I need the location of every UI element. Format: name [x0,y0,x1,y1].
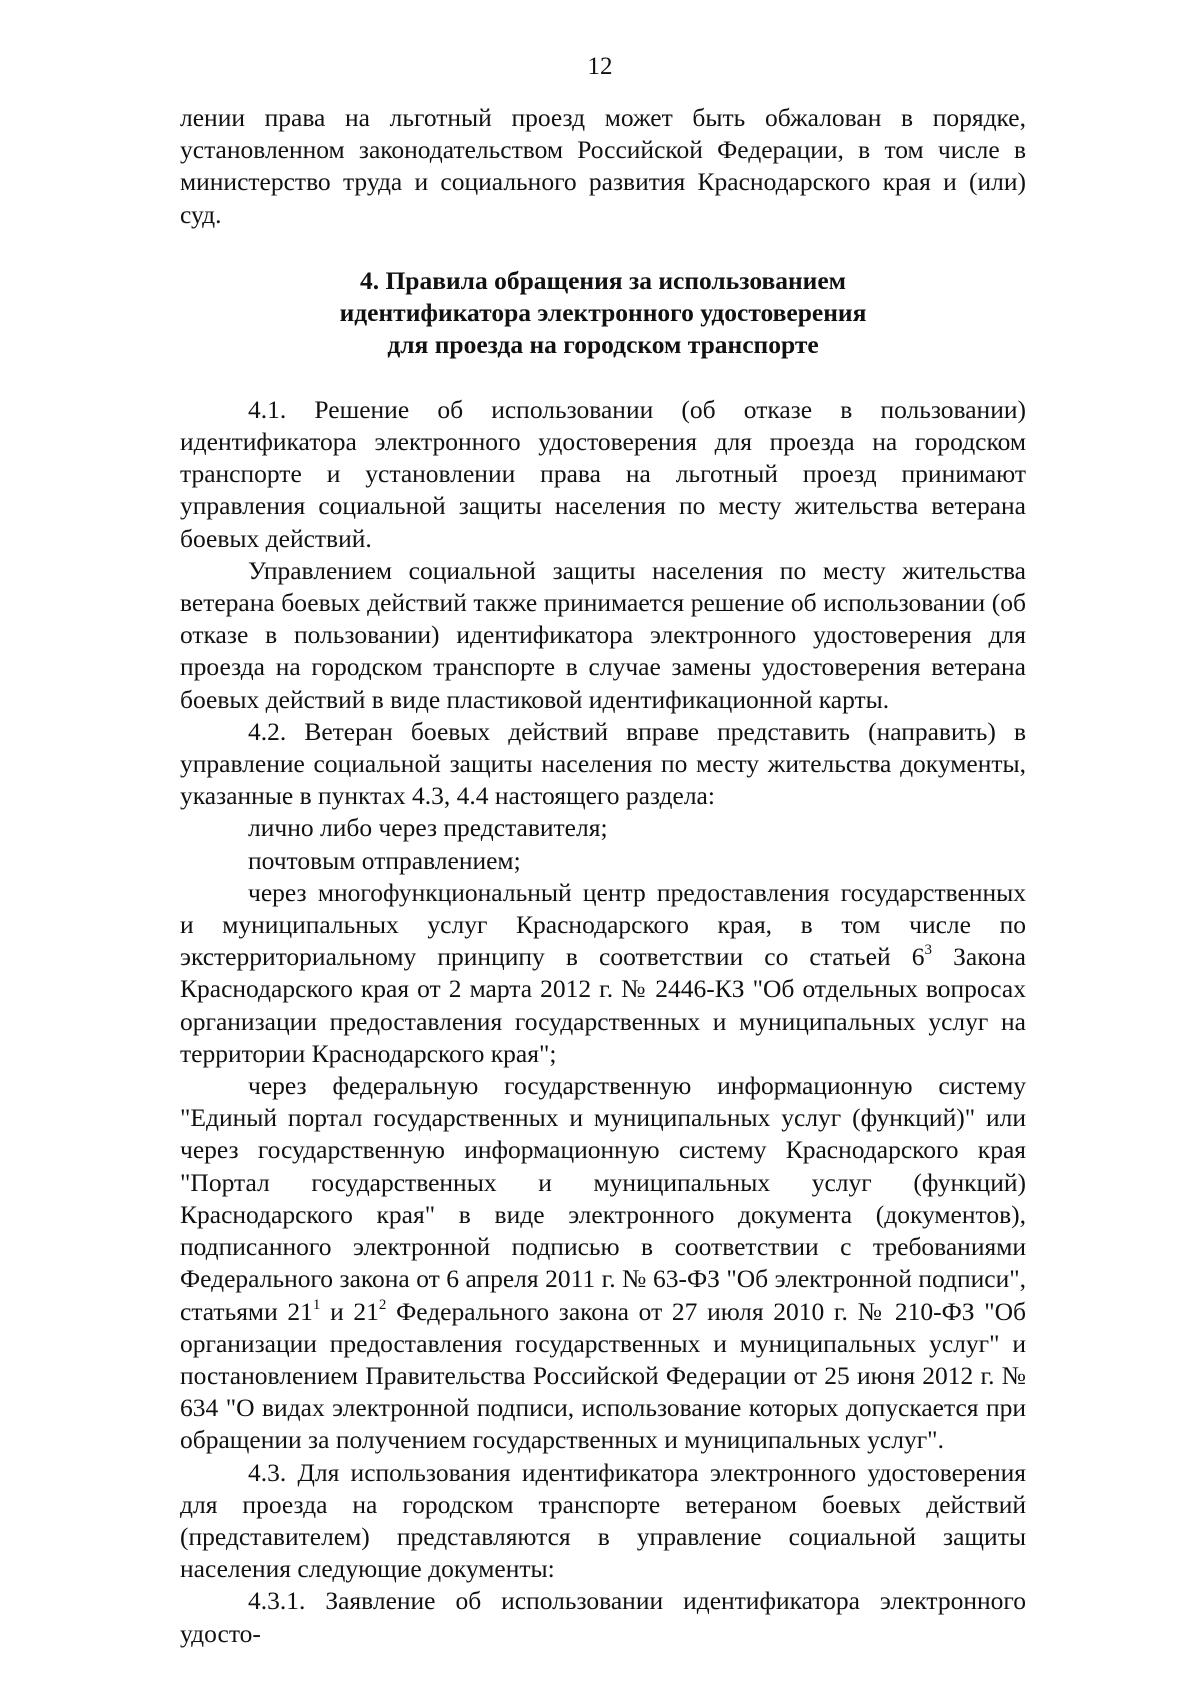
portal-superscript-2: 2 [378,1296,387,1313]
paragraph-4-3-1: 4.3.1. Заявление об использовании идентификатора электронного удосто- [180,1586,1026,1648]
mfc-text-b: Закона Краснодарского края от 2 марта 2012 г. № 2446-КЗ "Об отдельных вопросах организации предоставления государственных и муниципальных услуг на территории Краснодарского края"; [180,942,1027,1068]
portal-text-a: через федеральную государственную информационную систему "Единый портал государственных и муниципальных услуг (функций)" или через государственную информационную систему Краснодарского края "Портал государственных и муниципальных услуг (функций) Краснодарского края" в виде электронного документа (документов), подписанного электронной подписью в соответствии с требованиями Федерального закона от 6 апреля 2011 г. № 63-ФЗ "Об электронной подписи", статьями 21 [180,1071,1026,1326]
paragraph-4-1-b: Управлением социальной защиты населения по месту жительства ветерана боевых действий также принимается решение об использовании (об отказе в пользовании) идентификатора электронного удостоверения для проезда на городском транспорте в случае замены удостоверения ветерана боевых действий в виде пластиковой идентификационной карты. [180,555,1026,714]
submission-way-portal [180,1070,1026,1456]
portal-superscript-1: 1 [312,1296,321,1313]
heading-line-1: 4. Правила обращения за использованием [359,265,847,295]
intro-paragraph: лении права на льготный проезд может быть обжалован в порядке, установленном законодательством Российской Федерации, в том числе в министерство труда и социального развития Краснодарского края и (или) суд. [180,103,1026,229]
heading-line-2: идентификатора электронного удостоверения [339,297,867,327]
portal-text-c: Федерального закона от 27 июля 2010 г. № 210-ФЗ "Об организации предоставления государственных и муниципальных услуг" и постановлением Правительства Российской Федерации от 25 июня 2012 г. № 634 "О видах электронной подписи, использование которых допускается при обращении за получением государственных и муниципальных услуг". [180,1296,1027,1455]
paragraph-4-1: 4.1. Решение об использовании (об отказе в пользовании) идентификатора электронного удостоверения для проезда на городском транспорте и установлении права на льготный проезд принимают управления социальной защиты населения по месту жительства ветерана боевых действий. [180,394,1026,553]
mfc-text-a: через многофункциональный центр предоставления государственных и муниципальных услуг Краснодарского края, в том числе по экстерриториальному принципу в соответствии со статьей 6 [180,877,1026,972]
page-number: 12 [587,53,613,80]
document-body [180,102,1026,1650]
paragraph-4-2: 4.2. Ветеран боевых действий вправе представить (направить) в управление социальной защиты населения по месту жительства документы, указанные в пунктах 4.3, 4.4 настоящего раздела: [180,716,1026,811]
submission-way-mail: почтовым отправлением; [248,845,521,875]
mfc-superscript: 3 [924,942,932,959]
submission-way-mfc [180,877,1026,1070]
portal-text-b: и 21 [320,1296,379,1326]
heading-line-3: для проезда на городском транспорте [387,329,819,359]
paragraph-4-3: 4.3. Для использования идентификатора электронного удостоверения для проезда на городском транспорте ветераном боевых действий (представителем) представляются в управление социальной защиты населения следующие документы: [180,1457,1026,1584]
submission-way-in-person: лично либо через представителя; [248,813,608,843]
section-heading [180,265,1026,361]
